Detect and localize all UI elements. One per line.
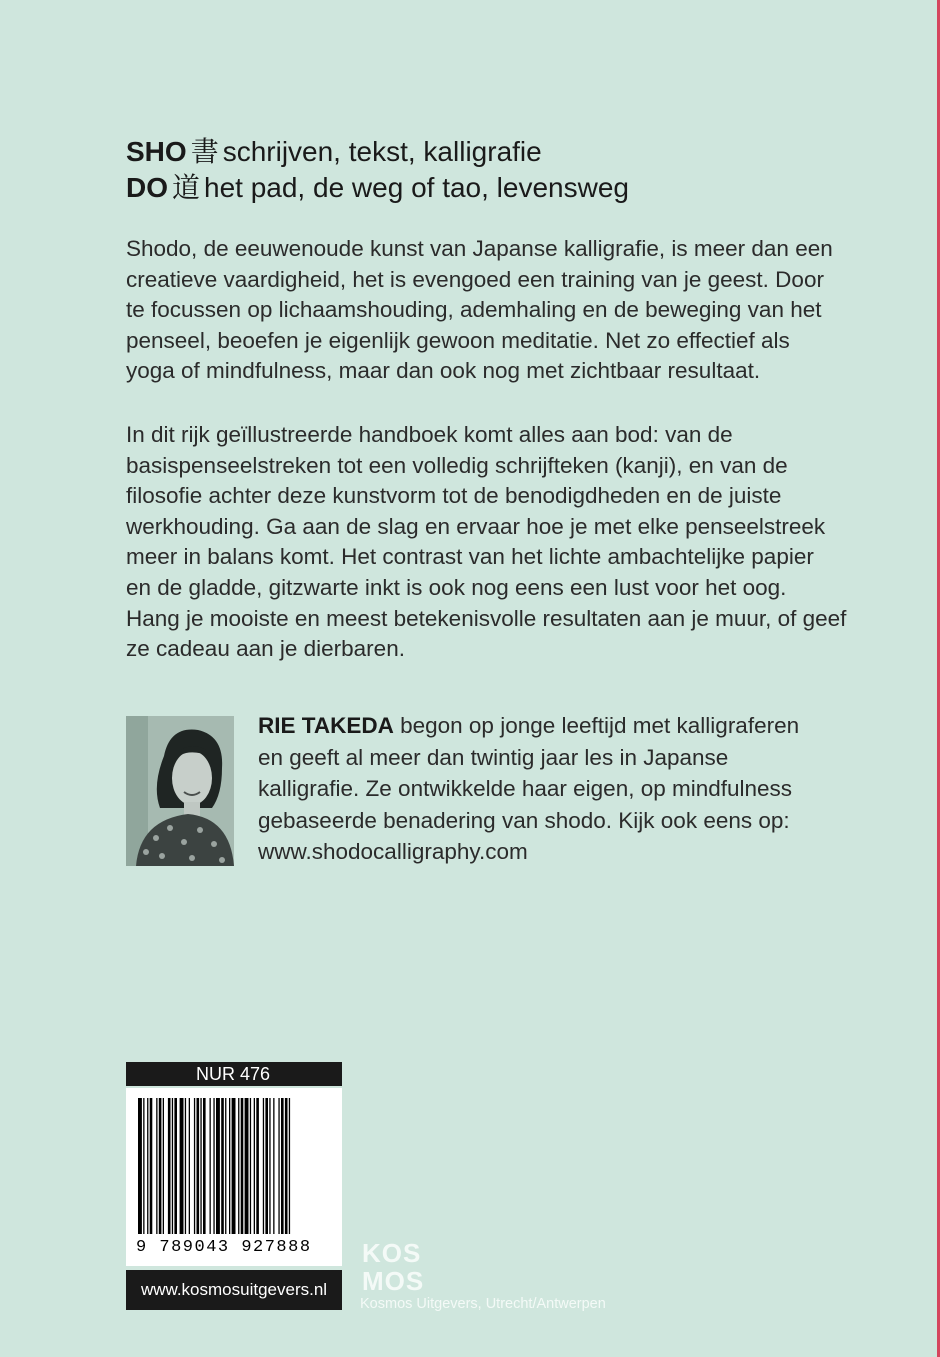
paragraph-line: te focussen op lichaamshouding, ademhaling en de beweging van het (126, 297, 822, 323)
logo-text-bottom: MOS (362, 1266, 425, 1294)
title-heading (126, 134, 826, 206)
heading-line-do (126, 170, 826, 206)
nur-label: NUR 476 (126, 1062, 342, 1086)
heading-sho-meaning: schrijven, tekst, kalligrafie (222, 136, 542, 167)
author-photo (126, 716, 234, 866)
paragraph-line: werkhouding. Ga aan de slag en ervaar hoe je met elke penseelstreek (126, 513, 826, 539)
paragraph-line: In dit rijk geïllustreerde handboek komt alles aan bod: van de (126, 422, 733, 447)
paragraph-line: en de gladde, gitzwarte inkt is ook nog eens een lust voor het oog. (126, 574, 787, 600)
heading-do-kanji: 道 (172, 171, 201, 204)
kosmos-logo (360, 1236, 440, 1294)
paragraph-line: meer in balans komt. Het contrast van het lichte ambachtelijke papier (126, 544, 814, 570)
author-bio-line: en geeft al meer dan twintig jaar les in Japanse (258, 744, 729, 770)
paragraph-line: filosofie achter deze kunstvorm tot de benodigdheden en de juiste (126, 483, 782, 509)
description-paragraph (126, 420, 850, 665)
paragraph-line: penseel, beoefen je eigenlijk gewoon meditatie. Net zo effectief als (126, 327, 790, 353)
author-bio-first-line (258, 710, 828, 742)
author-bio-line: kalligrafie. Ze ontwikkelde haar eigen, op mindfulness (258, 776, 793, 801)
publisher-imprint: Kosmos Uitgevers, Utrecht/Antwerpen (360, 1296, 606, 1312)
heading-do-roman: DO (126, 172, 168, 203)
paragraph-line: Shodo, de eeuwenoude kunst van Japanse kalligrafie, is meer dan een (126, 236, 833, 261)
paragraph-line: ze cadeau aan je dierbaren. (126, 636, 405, 662)
logo-text-top: KOS (362, 1238, 422, 1268)
paragraph-line: Hang je mooiste en meest betekenisvolle resultaten aan je muur, of geef (126, 605, 847, 631)
author-website-link[interactable]: www.shodocalligraphy.com (258, 839, 528, 864)
publisher-website[interactable]: www.kosmosuitgevers.nl (126, 1270, 342, 1310)
author-bio-line: gebaseerde benadering van shodo. Kijk ook eens op: (258, 807, 790, 833)
heading-sho-kanji: 書 (190, 135, 219, 168)
author-name: RIE TAKEDA (258, 713, 394, 738)
paragraph-line: creatieve vaardigheid, het is evengoed een training van je geest. Door (126, 266, 824, 292)
author-bio (258, 710, 828, 868)
heading-sho-roman: SHO (126, 136, 187, 167)
isbn-number: 9 789043 927888 (136, 1238, 312, 1257)
author-portrait-icon (126, 716, 234, 866)
intro-paragraph (126, 234, 850, 387)
paragraph-line: yoga of mindfulness, maar dan ook nog met zichtbaar resultaat. (126, 358, 761, 384)
barcode-bars-icon (132, 1098, 336, 1238)
barcode (126, 1088, 342, 1266)
paragraph-line: basispenseelstreken tot een volledig schrijfteken (kanji), en van de (126, 452, 788, 478)
heading-line-sho (126, 134, 826, 170)
heading-do-meaning: het pad, de weg of tao, levensweg (204, 172, 629, 203)
barcode-block (126, 1062, 342, 1266)
author-bio-text: begon op jonge leeftijd met kalligraferen (393, 713, 800, 738)
